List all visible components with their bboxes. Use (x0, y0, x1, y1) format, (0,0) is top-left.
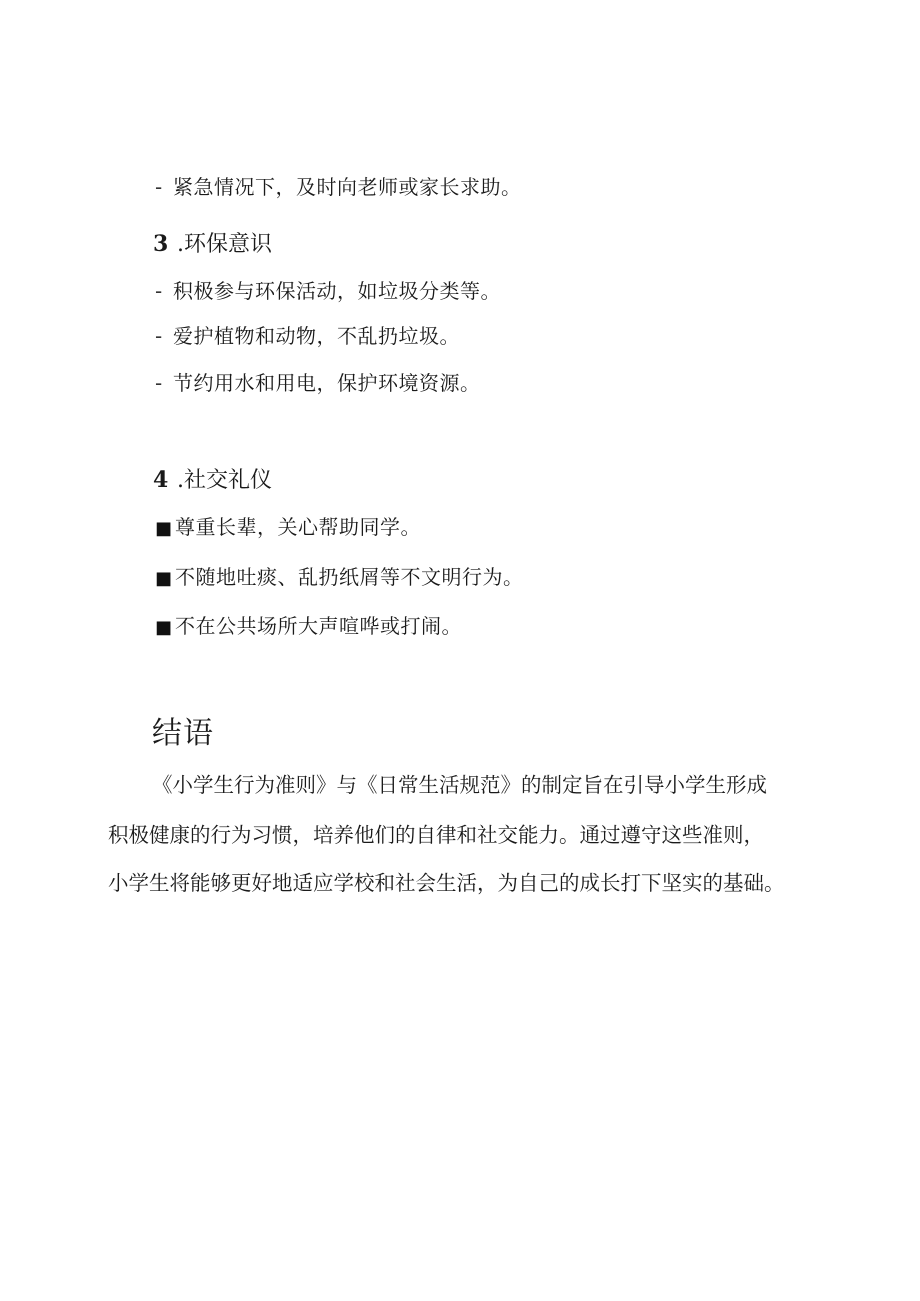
dash-bullet: - (155, 175, 163, 199)
list-item (155, 612, 462, 642)
list-item-text: 不在公共场所大声喧哗或打闹。 (175, 614, 462, 638)
list-item (155, 173, 522, 201)
list-item (155, 322, 460, 350)
list-item-text: 爱护植物和动物，不乱扔垃圾。 (173, 324, 460, 348)
section-title: 环保意识 (184, 232, 273, 257)
list-item (155, 563, 524, 593)
square-bullet: ■ (155, 518, 173, 539)
list-item-text: 紧急情况下，及时向老师或家长求助。 (173, 175, 522, 199)
section-title: 社交礼仪 (184, 468, 273, 493)
section-dot: . (177, 232, 184, 257)
list-item-text: 积极参与环保活动，如垃圾分类等。 (173, 279, 501, 303)
paragraph-line: 积极健康的行为习惯，培养他们的自律和社交能力。通过遵守这些准则， (108, 823, 764, 847)
square-bullet: ■ (155, 568, 173, 589)
section-number: 4 (153, 467, 169, 493)
section-4-heading (153, 465, 272, 496)
paragraph-line: 《小学生行为准则》与《日常生活规范》的制定旨在引导小学生形成 (152, 773, 767, 797)
list-item (155, 513, 421, 543)
paragraph-line: 小学生将能够更好地适应学校和社会生活，为自己的成长打下坚实的基础。 (108, 871, 785, 895)
list-item (155, 369, 481, 397)
dash-bullet: - (155, 279, 163, 303)
section-dot: . (177, 468, 184, 493)
section-number: 3 (153, 231, 169, 257)
dash-bullet: - (155, 371, 163, 395)
square-bullet: ■ (155, 617, 173, 638)
conclusion-title: 结语 (152, 716, 214, 751)
list-item-text: 尊重长辈，关心帮助同学。 (175, 515, 421, 539)
dash-bullet: - (155, 324, 163, 348)
list-item-text: 不随地吐痰、乱扔纸屑等不文明行为。 (175, 565, 524, 589)
section-3-heading (153, 229, 272, 260)
list-item-text: 节约用水和用电，保护环境资源。 (173, 371, 481, 395)
list-item (155, 277, 501, 305)
